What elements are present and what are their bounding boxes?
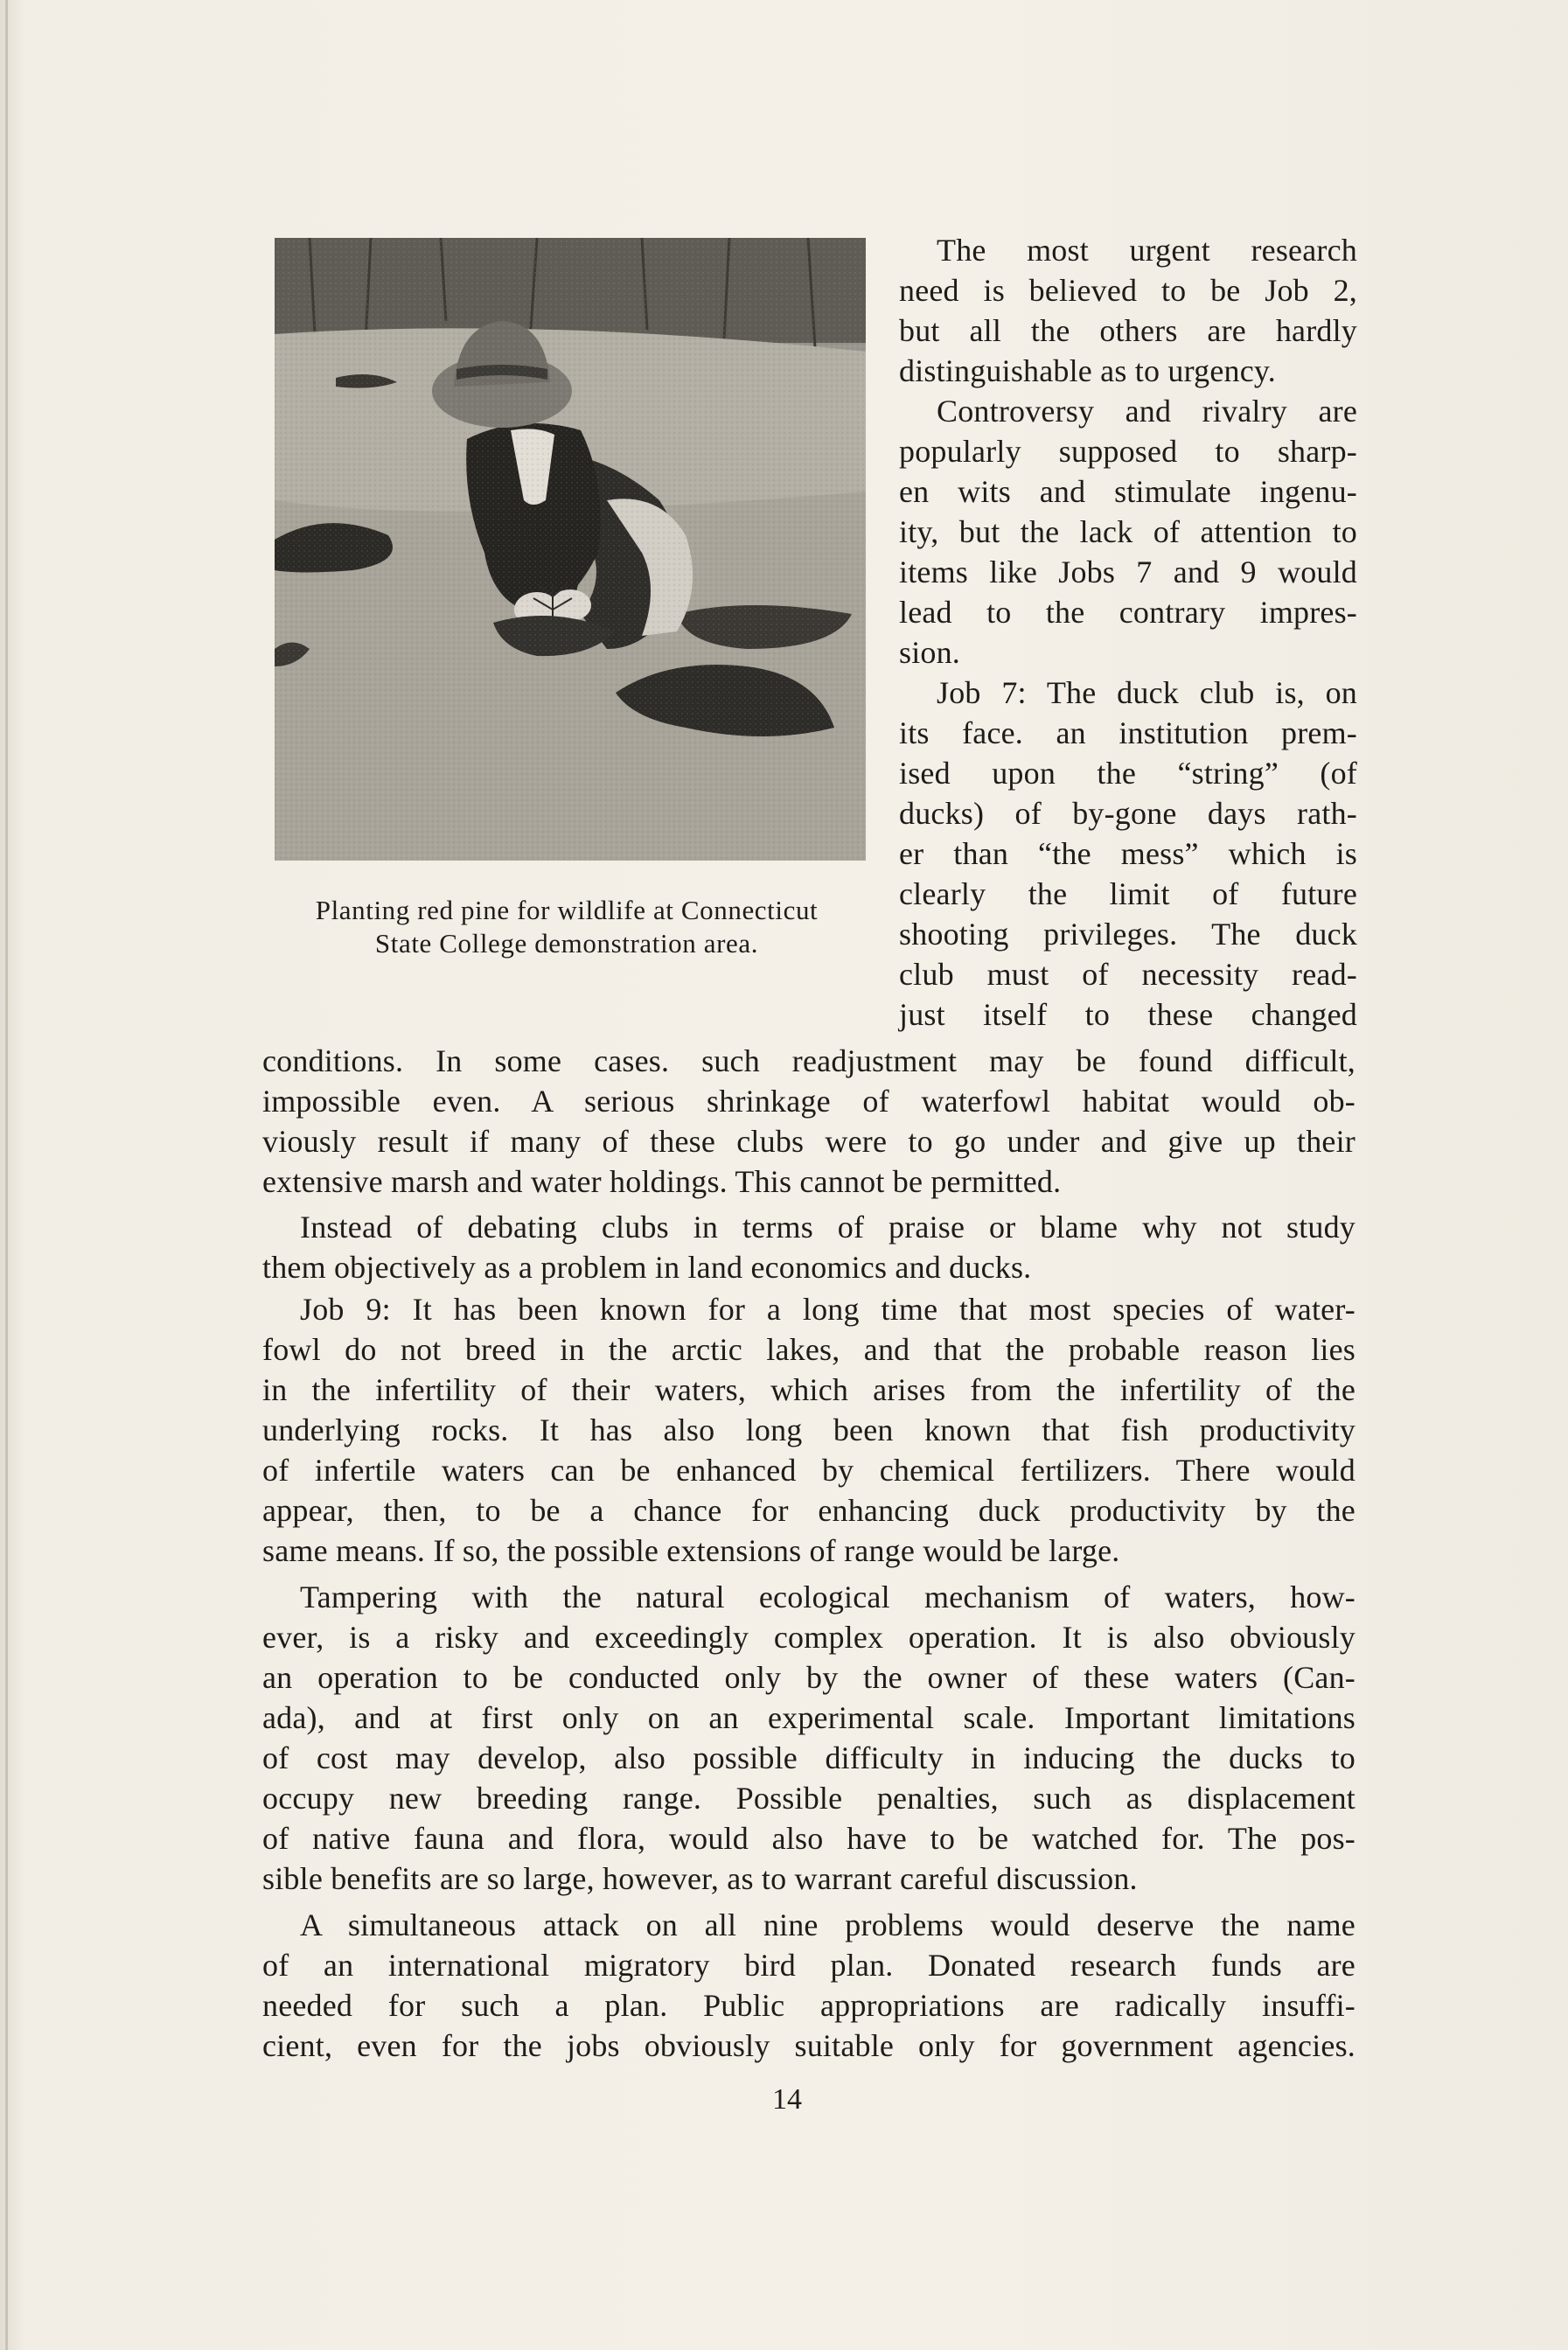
text-line: items like Jobs 7 and 9 would — [899, 554, 1357, 589]
text-line: Job 7: The duck club is, on — [937, 675, 1357, 710]
text-line: shooting privileges. The duck — [899, 917, 1357, 952]
text-line: sible benefits are so large, however, as to warrant careful discussion. — [262, 1861, 1138, 1896]
text-line: en wits and stimulate ingenu- — [899, 474, 1357, 509]
text-line: sion. — [899, 635, 961, 670]
figure-caption-line: State College demonstration area. — [374, 928, 759, 959]
text-line: viously result if many of these clubs were to go under and give up their — [262, 1124, 1355, 1159]
text-line: just itself to these changed — [899, 997, 1357, 1032]
text-line: of infertile waters can be enhanced by chemical fertilizers. There would — [262, 1453, 1355, 1488]
text-line: an operation to be conducted only by the owner of these waters (Can- — [262, 1660, 1355, 1695]
text-line: club must of necessity read- — [899, 957, 1357, 992]
text-line: lead to the contrary impres- — [899, 595, 1357, 630]
text-line: of an international migratory bird plan. Donated research funds are — [262, 1948, 1355, 1983]
text-line: ada), and at first only on an experimental scale. Important limitations — [262, 1700, 1355, 1735]
text-line: but all the others are hardly — [899, 313, 1357, 348]
text-line: A simultaneous attack on all nine problems would deserve the name — [300, 1907, 1355, 1942]
text-line: underlying rocks. It has also long been known that fish productivity — [262, 1412, 1355, 1447]
text-line: Tampering with the natural ecological mechanism of waters, how- — [300, 1579, 1355, 1614]
text-line: ever, is a risky and exceedingly complex operation. It is also obviously — [262, 1620, 1355, 1655]
text-line: appear, then, to be a chance for enhancing duck productivity by the — [262, 1493, 1355, 1528]
text-line: ity, but the lack of attention to — [899, 514, 1357, 549]
text-line: Instead of debating clubs in terms of praise or blame why not study — [300, 1210, 1355, 1245]
text-line: of native fauna and flora, would also have to be watched for. The pos- — [262, 1821, 1355, 1856]
text-line: its face. an institution prem- — [899, 715, 1357, 750]
text-line: same means. If so, the possible extensions of range would be large. — [262, 1533, 1120, 1568]
text-line: of cost may develop, also possible difficulty in inducing the ducks to — [262, 1740, 1355, 1775]
text-line: cient, even for the jobs obviously suitable only for government agencies. — [262, 2028, 1355, 2063]
text-line: needed for such a plan. Public appropriations are radically insuffi- — [262, 1988, 1355, 2023]
text-line: Controversy and rivalry are — [937, 394, 1357, 429]
text-line: conditions. In some cases. such readjustment may be found difficult, — [262, 1043, 1355, 1078]
text-line: popularly supposed to sharp- — [899, 434, 1357, 469]
text-line: ised upon the “string” (of — [899, 756, 1357, 791]
text-line: The most urgent research — [937, 233, 1357, 268]
text-line: Job 9: It has been known for a long time that most species of water- — [300, 1292, 1355, 1327]
text-line: fowl do not breed in the arctic lakes, and that the probable reason lies — [262, 1332, 1355, 1367]
text-line: in the infertility of their waters, which arises from the infertility of the — [262, 1372, 1355, 1407]
figure-caption-line: Planting red pine for wildlife at Connecticut — [315, 895, 819, 925]
text-line: distinguishable as to urgency. — [899, 353, 1276, 388]
text-line: er than “the mess” which is — [899, 836, 1357, 871]
text-line: ducks) of by-gone days rath- — [899, 796, 1357, 831]
photo-red-pine-planting — [275, 238, 866, 861]
text-line: clearly the limit of future — [899, 876, 1357, 911]
text-line: need is believed to be Job 2, — [899, 273, 1357, 308]
text-line: them objectively as a problem in land economics and ducks. — [262, 1250, 1032, 1285]
text-line: impossible even. A serious shrinkage of waterfowl habitat would ob- — [262, 1084, 1355, 1119]
page-number: 14 — [772, 2083, 802, 2116]
page-edge — [5, 0, 8, 2350]
text-line: extensive marsh and water holdings. This cannot be permitted. — [262, 1164, 1062, 1199]
text-line: occupy new breeding range. Possible penalties, such as displacement — [262, 1781, 1355, 1816]
